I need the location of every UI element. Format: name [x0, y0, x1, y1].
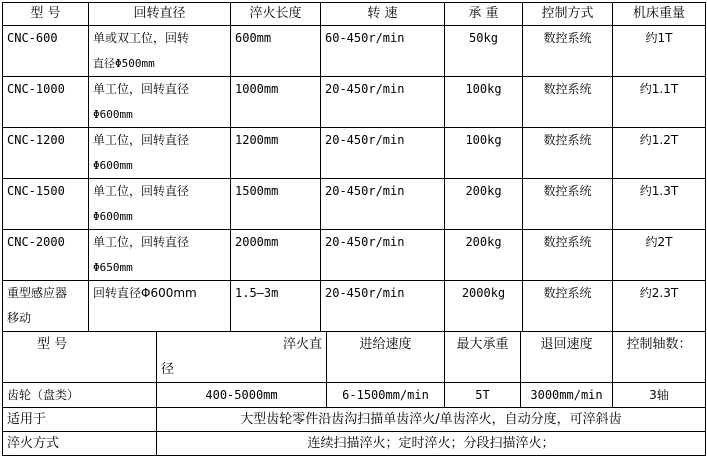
model-cell: CNC-1000	[3, 77, 89, 128]
diameter-line: Φ600mm	[93, 108, 133, 121]
weight-cell: 约1.2T	[613, 128, 706, 179]
length-cell: 1.5—3m	[231, 281, 321, 332]
table-row	[3, 26, 706, 77]
gear-model-cell: 齿轮（盘类）	[3, 383, 157, 408]
model-cell	[3, 281, 89, 332]
weight-cell: 约1.1T	[613, 77, 706, 128]
diameter-line: 直径Φ500mm	[93, 57, 155, 70]
control-cell: 数控系统	[523, 128, 613, 179]
header-weight: 机床重量	[613, 3, 706, 26]
model-cell: CNC-600	[3, 26, 89, 77]
model-line: 移动	[7, 311, 32, 325]
diameter-line: 单工位，回转直径	[93, 184, 190, 198]
diameter-line: Φ600mm	[93, 210, 133, 223]
diameter-cell	[89, 230, 231, 281]
weight-cell: 约2T	[613, 230, 706, 281]
header-diameter: 回转直径	[89, 3, 231, 26]
gear-header-max-load: 最大承重	[445, 332, 521, 383]
machine-spec-table	[2, 2, 706, 332]
control-cell: 数控系统	[523, 281, 613, 332]
gear-header-row	[3, 332, 706, 383]
gear-header-length-line: 径	[161, 362, 175, 377]
header-load: 承 重	[445, 3, 523, 26]
header-length: 淬火长度	[231, 3, 321, 26]
speed-cell: 20-450r/min	[321, 230, 445, 281]
gear-header-model: 型 号	[3, 332, 157, 383]
table-row	[3, 179, 706, 230]
applicable-row	[3, 408, 706, 432]
load-cell: 50kg	[445, 26, 523, 77]
header-control: 控制方式	[523, 3, 613, 26]
applicable-label: 适用于	[3, 408, 157, 432]
length-cell: 2000mm	[231, 230, 321, 281]
quench-method-value: 连续扫描淬火；定时淬火；分段扫描淬火；	[157, 432, 706, 456]
diameter-line: Φ650mm	[93, 261, 133, 274]
length-cell: 1500mm	[231, 179, 321, 230]
table-row	[3, 383, 706, 408]
diameter-line: 单或双工位，回转	[93, 31, 190, 45]
table-row	[3, 128, 706, 179]
table-row	[3, 77, 706, 128]
length-cell: 1000mm	[231, 77, 321, 128]
gear-header-length-line: 淬火直	[282, 337, 322, 352]
model-cell: CNC-2000	[3, 230, 89, 281]
diameter-line: 单工位，回转直径	[93, 133, 190, 147]
speed-cell: 60-450r/min	[321, 26, 445, 77]
model-cell: CNC-1500	[3, 179, 89, 230]
table-row	[3, 230, 706, 281]
gear-return-speed-cell: 3000mm/min	[521, 383, 613, 408]
speed-cell: 20-450r/min	[321, 128, 445, 179]
diameter-cell	[89, 179, 231, 230]
gear-header-return-speed: 退回速度	[521, 332, 613, 383]
load-cell: 100kg	[445, 77, 523, 128]
control-cell: 数控系统	[523, 230, 613, 281]
length-cell: 600mm	[231, 26, 321, 77]
control-cell: 数控系统	[523, 26, 613, 77]
load-cell: 100kg	[445, 128, 523, 179]
gear-max-load-cell: 5T	[445, 383, 521, 408]
speed-cell: 20-450r/min	[321, 77, 445, 128]
diameter-line: 单工位，回转直径	[93, 235, 190, 249]
model-cell: CNC-1200	[3, 128, 89, 179]
gear-spec-table	[2, 331, 706, 456]
diameter-line: 单工位，回转直径	[93, 82, 190, 96]
gear-header-length	[157, 332, 327, 383]
quench-method-row	[3, 432, 706, 456]
speed-cell: 20-450r/min	[321, 179, 445, 230]
table-row	[3, 281, 706, 332]
diameter-line: Φ600mm	[93, 159, 133, 172]
load-cell: 200kg	[445, 179, 523, 230]
gear-axes-cell: 3轴	[613, 383, 706, 408]
gear-header-axes: 控制轴数：	[613, 332, 706, 383]
diameter-cell: 回转直径Φ600mm	[89, 281, 231, 332]
weight-cell: 约2.3T	[613, 281, 706, 332]
diameter-cell	[89, 77, 231, 128]
applicable-value: 大型齿轮零件沿齿沟扫描单齿淬火/单齿淬火，自动分度，可淬斜齿	[157, 408, 706, 432]
control-cell: 数控系统	[523, 179, 613, 230]
load-cell: 200kg	[445, 230, 523, 281]
length-cell: 1200mm	[231, 128, 321, 179]
gear-length-cell: 400-5000mm	[157, 383, 327, 408]
weight-cell: 约1.3T	[613, 179, 706, 230]
header-model: 型 号	[3, 3, 89, 26]
quench-method-label: 淬火方式	[3, 432, 157, 456]
load-cell: 2000kg	[445, 281, 523, 332]
diameter-cell	[89, 26, 231, 77]
table-header-row	[3, 3, 706, 26]
gear-header-feed: 进给速度	[327, 332, 445, 383]
speed-cell: 20-450r/min	[321, 281, 445, 332]
model-line: 重型感应器	[7, 286, 68, 300]
diameter-cell	[89, 128, 231, 179]
control-cell: 数控系统	[523, 77, 613, 128]
header-speed: 转 速	[321, 3, 445, 26]
gear-feed-cell: 6-1500mm/min	[327, 383, 445, 408]
weight-cell: 约1T	[613, 26, 706, 77]
